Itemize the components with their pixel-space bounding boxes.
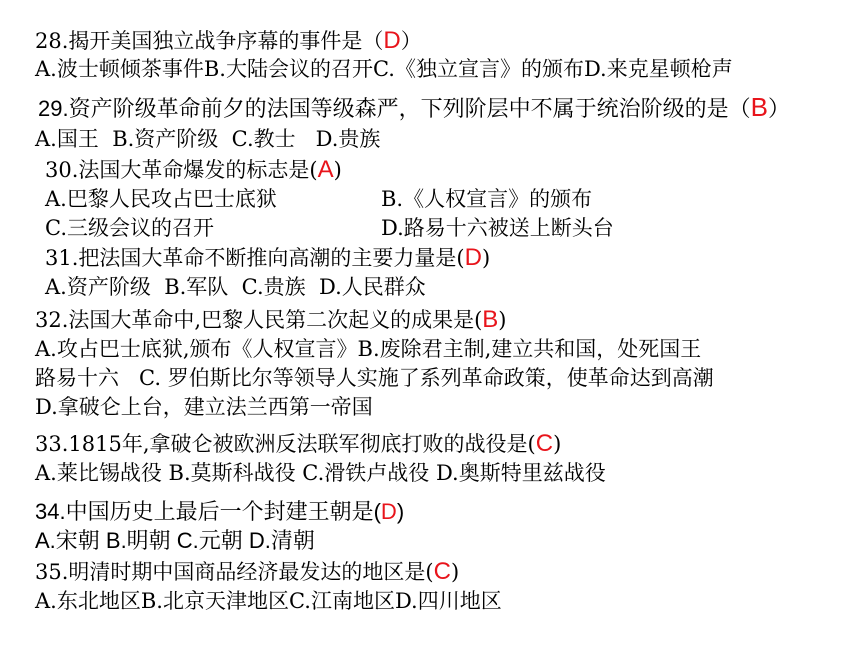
q30-option-b: B.《人权宣言》的颁布 [381,187,593,211]
q31-stem-close: ) [481,246,491,270]
q31-stem-text: 31.把法国大革命不断推向高潮的主要力量是( [45,246,465,270]
q31-answer: D [464,244,482,271]
q28-stem-text: 28.揭开美国独立战争序幕的事件是（ [35,29,384,53]
q33-stem-close: ) [553,432,562,456]
q30-option-d: D.路易十六被送上断头台 [381,216,614,240]
q29-stem-text: 29.资产阶级革命前夕的法国等级森严，下列阶层中不属于统治阶级的是（ [38,96,751,121]
q31-stem [45,245,490,271]
q32-stem-close: ) [498,308,507,332]
q35-stem [35,559,459,585]
q33-options: A.莱比锡战役 B.莫斯科战役 C.滑铁卢战役 D.奥斯特里兹战役 [35,461,606,485]
q33-answer: C [535,430,554,457]
q29-answer: B [750,92,768,122]
q33-stem [35,431,561,457]
q28-answer: D [383,27,401,54]
q29-stem-close: ） [767,96,790,121]
q28-options: A.波士顿倾茶事件B.大陆会议的召开C.《独立宣言》的颁布D.来克星顿枪声 [35,57,733,81]
q34-options: A.宋朝 B.明朝 C.元朝 D.清朝 [35,528,315,553]
q35-stem-close: ) [450,560,460,584]
q29-options: A.国王 B.资产阶级 C.教士 D.贵族 [35,127,381,151]
q35-stem-text: 35.明清时期中国商品经济最发达的地区是( [35,560,434,584]
q30-stem-close: ) [333,158,342,182]
q30-option-a: A.巴黎人民攻占巴士底狱 [45,187,277,211]
q32-stem [35,307,506,333]
q34-stem-close: ) [396,499,405,524]
q34-stem [35,499,404,525]
q29-stem [38,94,790,122]
q35-answer: C [433,558,451,585]
q32-options-line2: 路易十六 C. 罗伯斯比尔等领导人实施了系列革命政策，使革命达到高潮 [35,366,714,390]
q32-answer: B [482,306,499,333]
q31-options: A.资产阶级 B.军队 C.贵族 D.人民群众 [45,275,426,299]
q33-stem-text: 33.1815年,拿破仑被欧洲反法联军彻底打败的战役是( [35,432,536,456]
q32-options-line1: A.攻占巴士底狱,颁布《人权宣言》B.废除君主制,建立共和国，处死国王 [35,337,702,361]
q28-stem [35,28,422,54]
q34-answer: D [380,499,397,524]
q34-stem-text: 34.中国历史上最后一个封建王朝是( [35,499,381,524]
q30-answer: A [317,156,334,183]
q30-stem [45,157,342,183]
q30-option-c: C.三级会议的召开 [45,216,214,240]
q30-stem-text: 30.法国大革命爆发的标志是( [45,158,318,182]
q28-stem-close: ） [400,29,422,53]
q32-stem-text: 32.法国大革命中,巴黎人民第二次起义的成果是( [35,308,483,332]
q32-options-line3: D.拿破仑上台，建立法兰西第一帝国 [35,395,373,419]
q35-options: A.东北地区B.北京天津地区C.江南地区D.四川地区 [35,589,502,613]
